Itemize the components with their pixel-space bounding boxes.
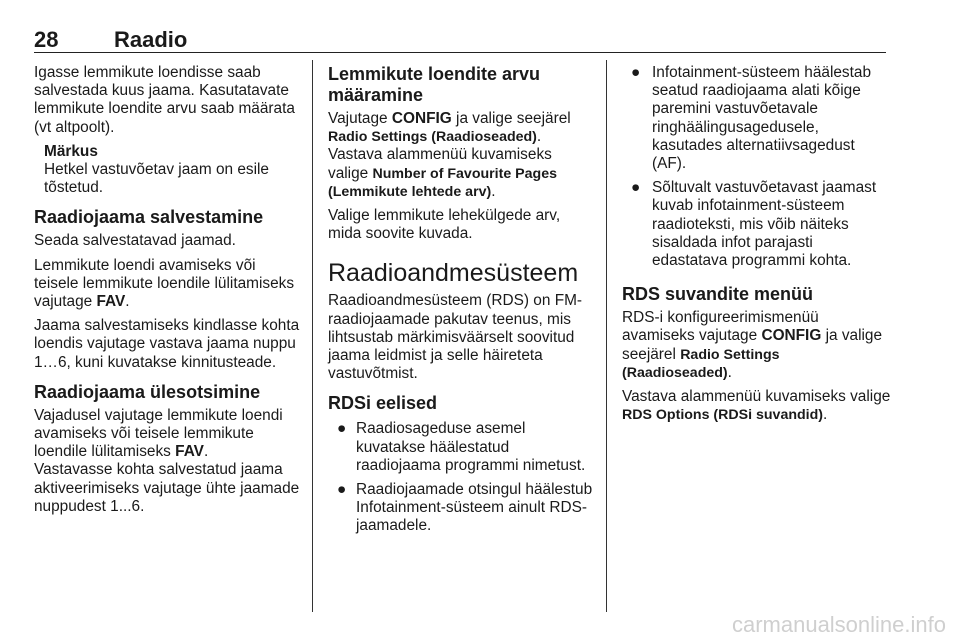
paragraph: Vastavasse kohta salvestatud jaama aktiveerimiseks vajutage ühte jaamade nuppudest 1...6. [34,461,300,515]
paragraph [622,388,892,424]
list-item [328,481,596,536]
fav-button-ref: FAV [96,293,126,311]
heading-rds: Raadioandmesüsteem [328,259,579,288]
heading-rds-advantages: RDSi eelised [328,393,438,414]
column-3 [622,64,892,424]
text-span: . [203,443,209,461]
menu-ref: RDS Options (RDSi suvandid) [622,407,823,424]
paragraph: Seada salvestatavad jaamad. [34,232,236,250]
text-span: . [823,406,828,424]
text-span: . [125,293,130,311]
paragraph [34,257,300,312]
list-item-text: Raadiosageduse asemel kuvatakse häälestatud raadiojaama programmi nimetust. [356,420,586,474]
bullet-icon: ● [631,179,641,197]
page-header [34,27,886,53]
page-title: Raadio [114,27,188,52]
paragraph [34,407,300,462]
column-1 [34,64,300,516]
bullet-list [622,64,892,270]
fav-button-ref: FAV [175,443,204,461]
page-number: 28 [34,27,59,52]
paragraph [622,309,892,382]
paragraph [328,110,596,201]
bullet-icon: ● [337,420,347,438]
menu-ref: Radio Settings (Raadioseaded) [622,346,780,381]
note-text: Hetkel vastuvõetav jaam on esile tõstetud. [44,161,269,197]
config-button-ref: CONFIG [391,110,452,127]
text-span: Lemmikute loendi avamiseks või teisele lemmikute loendile lülitamiseks vajutage [34,256,295,311]
paragraph: Jaama salvestamiseks kindlasse kohta loendis vajutage vastava jaama nuppu 1…6, kuni kuvatakse kinnitusteade. [34,317,300,371]
text-span: Vajadusel vajutage lemmikute loendi avamiseks või teisele lemmikute loendile lülitamiseks [34,406,283,461]
bullet-list [328,420,596,535]
text-span: . [727,363,732,381]
text-span: ja valige seejärel [451,110,571,127]
text-span: Vastava alammenüü kuvamiseks valige [622,388,891,406]
bullet-icon: ● [337,481,347,499]
list-item [622,64,892,173]
column-divider [312,60,313,612]
config-button-ref: CONFIG [761,327,822,345]
paragraph: Raadioandmesüsteem (RDS) on FM-raadiojaamade pakutav teenus, mis lihtsustab märkimisväärselt soovitud jaama leidmist ja selle häireteta vastuvõtmist. [328,292,583,383]
text-span: ja valige seejärel [622,327,883,363]
column-2 [328,64,596,536]
watermark: carmanualsonline.info [731,612,946,637]
list-item-text: Raadiojaamade otsingul häälestub Infotainment-süsteem ainult RDS-jaamadele. [356,481,593,535]
column-divider [606,60,607,612]
note-title: Märkus [44,142,98,160]
menu-ref: Number of Favourite Pages (Lemmikute lehtede arv) [328,165,557,200]
list-item-text: Sõltuvalt vastuvõetavast jaamast kuvab infotainment-süsteem raadioteksti, mis võib näiteks sisaldada infot parajasti edastatava programmi kohta. [652,179,877,270]
text-span: . [536,128,542,146]
heading-save-station: Raadiojaama salvestamine [34,207,264,228]
text-span: RDS-i konfigureerimismenüü avamiseks vajutage [622,309,819,345]
menu-ref: Radio Settings (Raadioseaded) [328,129,537,146]
list-item [328,420,596,475]
text-span: Vajutage [328,110,392,127]
text-span: . [491,182,496,200]
note-block [44,143,300,198]
text-span: Vastava alammenüü kuvamiseks valige [328,146,552,182]
heading-favourite-count: Lemmikute loendite arvu määramine [328,64,541,105]
paragraph: Valige lemmikute lehekülgede arv, mida soovite kuvada. [328,207,561,243]
intro-paragraph: Igasse lemmikute loendisse saab salvestada kuus jaama. Kasutatavate lemmikute loendite arvu saab määrata (vt altpoolt). [34,64,295,136]
list-item-text: Infotainment-süsteem häälestab seatud raadiojaama alati kõige paremini vastuvõetavale ringhäälingusagedusele, kasutades alternatiivsagedust (AF). [652,64,872,173]
bullet-icon: ● [631,64,641,81]
list-item [622,179,892,270]
heading-rds-options-menu: RDS suvandite menüü [622,284,814,305]
heading-recall-station: Raadiojaama ülesotsimine [34,381,261,402]
